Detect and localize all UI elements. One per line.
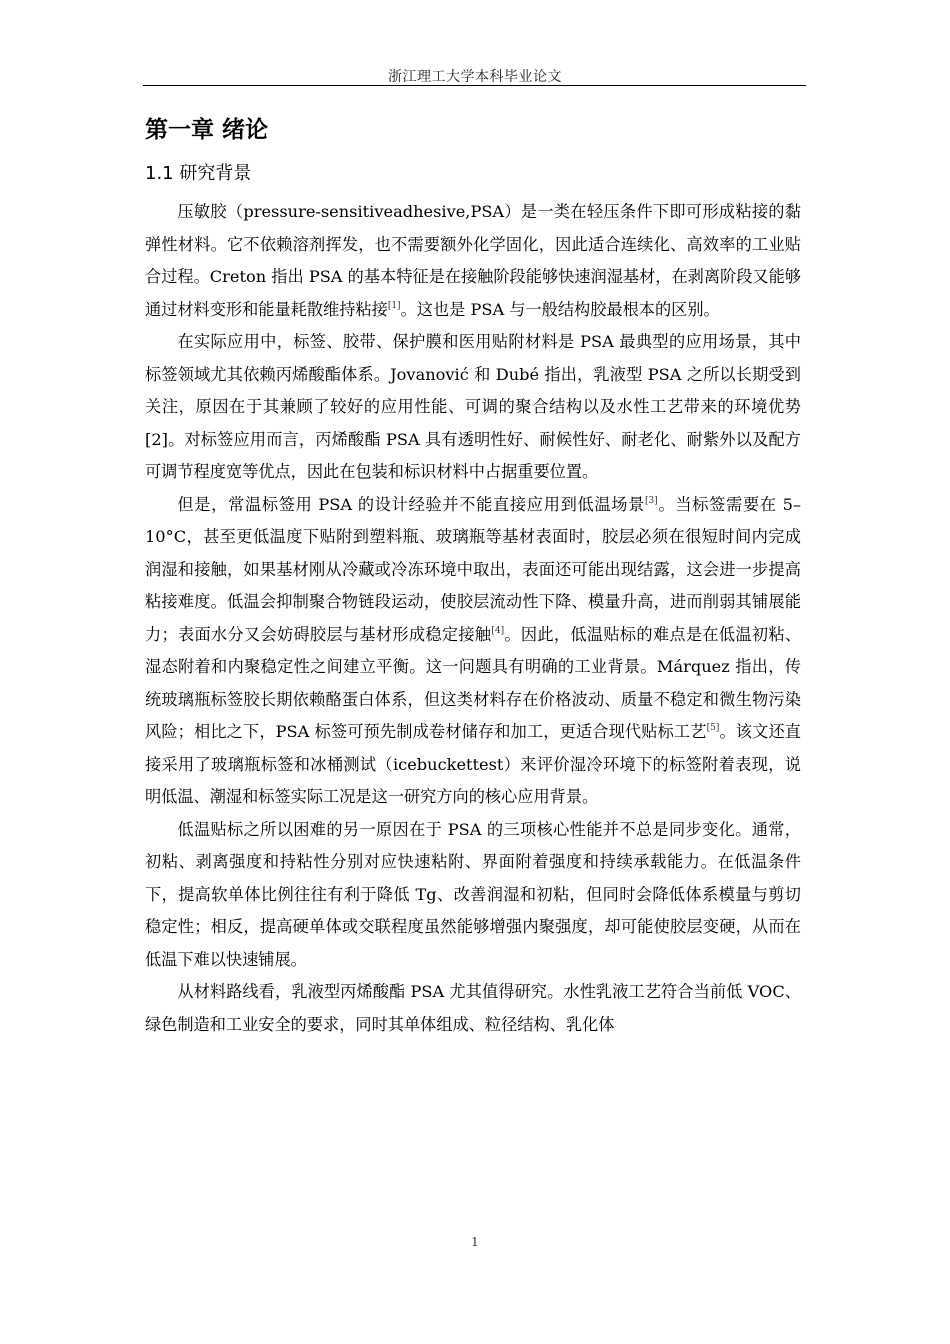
- paragraph-text: 压敏胶（pressure-sensitiveadhesive,PSA）是一类在轻压条件下即可形成粘接的黏弹性材料。它不依赖溶剂挥发，也不需要额外化学固化，因此适合连续化、高效率的工业贴合过程。Creton 指出 PSA 的基本特征是在接触阶段能够快速润湿基材，在剥离阶段又能够通过材料变形和能量耗散维持粘接: [145, 202, 801, 319]
- citation: [3]: [645, 495, 658, 506]
- paragraph-3: [145, 489, 801, 814]
- header-divider: [143, 85, 806, 86]
- chapter-title: 第一章 绪论: [145, 117, 269, 143]
- paragraph-text: 。当标签需要在 5–10°C，甚至更低温度下贴附到塑料瓶、玻璃瓶等基材表面时，胶层必须在很短时间内完成润湿和接触，如果基材刚从冷藏或冷冻环境中取出，表面还可能出现结露，这会进一步提高粘接难度。低温会抑制聚合物链段运动，使胶层流动性下降、模量升高，进而削弱其铺展能力；表面水分又会妨碍胶层与基材形成稳定接触: [145, 494, 801, 644]
- page-number: 1: [471, 1235, 479, 1249]
- paragraph-text: 。因此，低温贴标的难点是在低温初粘、湿态附着和内聚稳定性之间建立平衡。这一问题具有明确的工业背景。Márquez 指出，传统玻璃瓶标签胶长期依赖酪蛋白体系，但这类材料存在价格波动、质量不稳定和微生物污染风险；相比之下，PSA 标签可预先制成卷材储存和加工，更适合现代贴标工艺: [145, 624, 802, 741]
- citation: [1]: [387, 300, 401, 311]
- section-title: 1.1 研究背景: [145, 163, 252, 184]
- paragraph-text: 。这也是 PSA 与一般结构胶最根本的区别。: [400, 299, 720, 319]
- body-text: [145, 196, 801, 1041]
- paragraph-text: 在实际应用中，标签、胶带、保护膜和医用贴附材料是 PSA 最典型的应用场景，其中标签领域尤其依赖丙烯酸酯体系。Jovanović 和 Dubé 指出，乳液型 PSA 之所以长期受到关注，原因在于其兼顾了较好的应用性能、可调的聚合结构以及水性工艺带来的环境优势[2]。对标签应用而言，丙烯酸酯 PSA 具有透明性好、耐候性好、耐老化、耐紫外以及配方可调节程度宽等优点，因此在包装和标识材料中占据重要位置。: [145, 332, 801, 481]
- paragraph-text: 低温贴标之所以困难的另一原因在于 PSA 的三项核心性能并不总是同步变化。通常，初粘、剥离强度和持粘性分别对应快速粘附、界面附着强度和持续承载能力。在低温条件下，提高软单体比例往往有利于降低 Tg、改善润湿和初粘，但同时会降低体系模量与剪切稳定性；相反，提高硬单体或交联程度虽然能够增强内聚强度，却可能使胶层变硬，从而在低温下难以快速铺展。: [145, 819, 801, 969]
- running-header: 浙江理工大学本科毕业论文: [388, 69, 562, 85]
- citation: [5]: [706, 723, 720, 733]
- paragraph-text: 但是，常温标签用 PSA 的设计经验并不能直接应用到低温场景: [177, 494, 646, 514]
- paragraph-5: [145, 976, 801, 1041]
- paragraph-text: 从材料路线看，乳液型丙烯酸酯 PSA 尤其值得研究。水性乳液工艺符合当前低 VOC、绿色制造和工业安全的要求，同时其单体组成、粒径结构、乳化体: [145, 982, 801, 1034]
- paragraph-1: [145, 196, 801, 326]
- paragraph-2: [145, 326, 801, 489]
- citation: [4]: [491, 625, 505, 636]
- paragraph-4: [145, 814, 801, 977]
- paragraph-text: 。该文还直接采用了玻璃瓶标签和冰桶测试（icebuckettest）来评价湿冷环境下的标签附着表现，说明低温、潮湿和标签实际工况是这一研究方向的核心应用背景。: [145, 722, 801, 806]
